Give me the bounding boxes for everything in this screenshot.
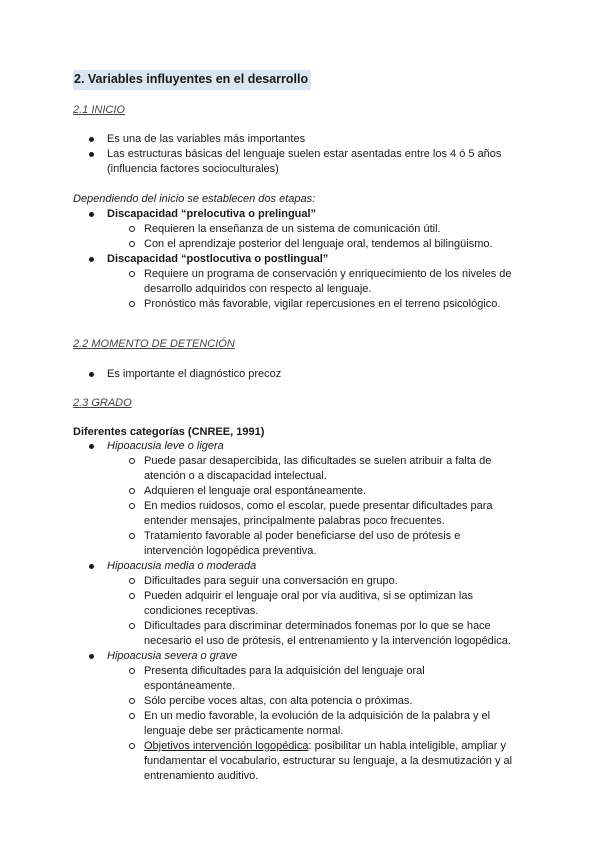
circle-bullet-icon — [129, 301, 135, 307]
objectives-text: : posibilitar un habla inteligible, ampliar y fundamentar el vocabulario, estructurar su lenguaje, a la desmutización y al entrenamiento auditivo. — [144, 740, 513, 782]
section-heading-momento: 2.2 MOMENTO DE DETENCIÓN — [73, 338, 235, 350]
page-title: 2. Variables influyentes en el desarrollo — [73, 70, 311, 90]
list-item: En medios ruidosos, como el escolar, puede presentar dificultades para entender mensajes, principalmente palabras poco frecuentes. — [0, 499, 516, 529]
list-item: Dificultades para discriminar determinados fonemas por lo que se hace necesario el uso de prótesis, el entrenamiento y la intervención logopédica. — [0, 619, 516, 649]
list-item: Dificultades para seguir una conversación en grupo. — [0, 574, 516, 589]
grado-list — [0, 439, 600, 784]
circle-bullet-icon — [129, 713, 135, 719]
bullet-icon — [89, 564, 94, 569]
section-heading-grado: 2.3 GRADO — [73, 397, 132, 409]
circle-bullet-icon — [129, 533, 135, 539]
momento-bullet-list — [0, 367, 600, 382]
list-item: Puede pasar desapercibida, las dificultades se suelen atribuir a falta de atención o a discapacidad intelectual. — [0, 454, 516, 484]
list-item: Tratamiento favorable al poder beneficiarse del uso de prótesis e intervención logopédica preventiva. — [0, 529, 516, 559]
list-item: Discapacidad “postlocutiva o postlingual” — [0, 252, 600, 267]
circle-bullet-icon — [129, 271, 135, 277]
circle-bullet-icon — [129, 593, 135, 599]
bullet-icon — [89, 152, 94, 157]
list-item: Adquieren el lenguaje oral espontáneamente. — [0, 484, 516, 499]
list-item: Es importante el diagnóstico precoz — [0, 367, 600, 382]
circle-bullet-icon — [129, 743, 135, 749]
objectives-label: Objetivos intervención logopédica — [144, 740, 309, 752]
bullet-icon — [89, 137, 94, 142]
bullet-icon — [89, 444, 94, 449]
list-item: Requieren la enseñanza de un sistema de comunicación útil. — [0, 222, 516, 237]
list-item: Requiere un programa de conservación y enriquecimiento de los niveles de desarrollo adquiridos con respecto al lenguaje. — [0, 267, 516, 297]
list-item: Hipoacusia leve o ligera — [0, 439, 600, 454]
list-item: En un medio favorable, la evolución de la adquisición de la palabra y el lenguaje debe ser prácticamente normal. — [0, 709, 516, 739]
circle-bullet-icon — [129, 226, 135, 232]
circle-bullet-icon — [129, 623, 135, 629]
categories-subtitle: Diferentes categorías (CNREE, 1991) — [73, 426, 265, 438]
list-item: Hipoacusia media o moderada — [0, 559, 600, 574]
list-item: Presenta dificultades para la adquisición del lenguaje oral espontáneamente. — [0, 664, 516, 694]
list-item: Pronóstico más favorable, vigilar repercusiones en el terreno psicológico. — [0, 297, 516, 312]
list-item: Las estructuras básicas del lenguaje suelen estar asentadas entre los 4 ó 5 años (influencia factores socioculturales) — [0, 147, 517, 177]
bullet-icon — [89, 372, 94, 377]
bullet-icon — [89, 212, 94, 217]
list-item — [0, 739, 516, 784]
list-item: Hipoacusia severa o grave — [0, 649, 600, 664]
section-heading-inicio: 2.1 INICIO — [73, 104, 125, 116]
bullet-icon — [89, 654, 94, 659]
list-item: Pueden adquirir el lenguaje oral por vía auditiva, si se optimizan las condiciones receptivas. — [0, 589, 516, 619]
list-item: Discapacidad “prelocutiva o prelingual” — [0, 207, 600, 222]
circle-bullet-icon — [129, 458, 135, 464]
stages-list — [0, 207, 600, 312]
list-item: Con el aprendizaje posterior del lenguaje oral, tendemos al bilingüismo. — [0, 237, 516, 252]
circle-bullet-icon — [129, 241, 135, 247]
circle-bullet-icon — [129, 578, 135, 584]
stages-intro: Dependiendo del inicio se establecen dos etapas: — [73, 193, 316, 205]
inicio-bullet-list — [0, 132, 600, 177]
circle-bullet-icon — [129, 668, 135, 674]
list-item: Sólo percibe voces altas, con alta potencia o próximas. — [0, 694, 516, 709]
list-item: Es una de las variables más importantes — [0, 132, 600, 147]
circle-bullet-icon — [129, 488, 135, 494]
circle-bullet-icon — [129, 503, 135, 509]
circle-bullet-icon — [129, 698, 135, 704]
bullet-icon — [89, 257, 94, 262]
